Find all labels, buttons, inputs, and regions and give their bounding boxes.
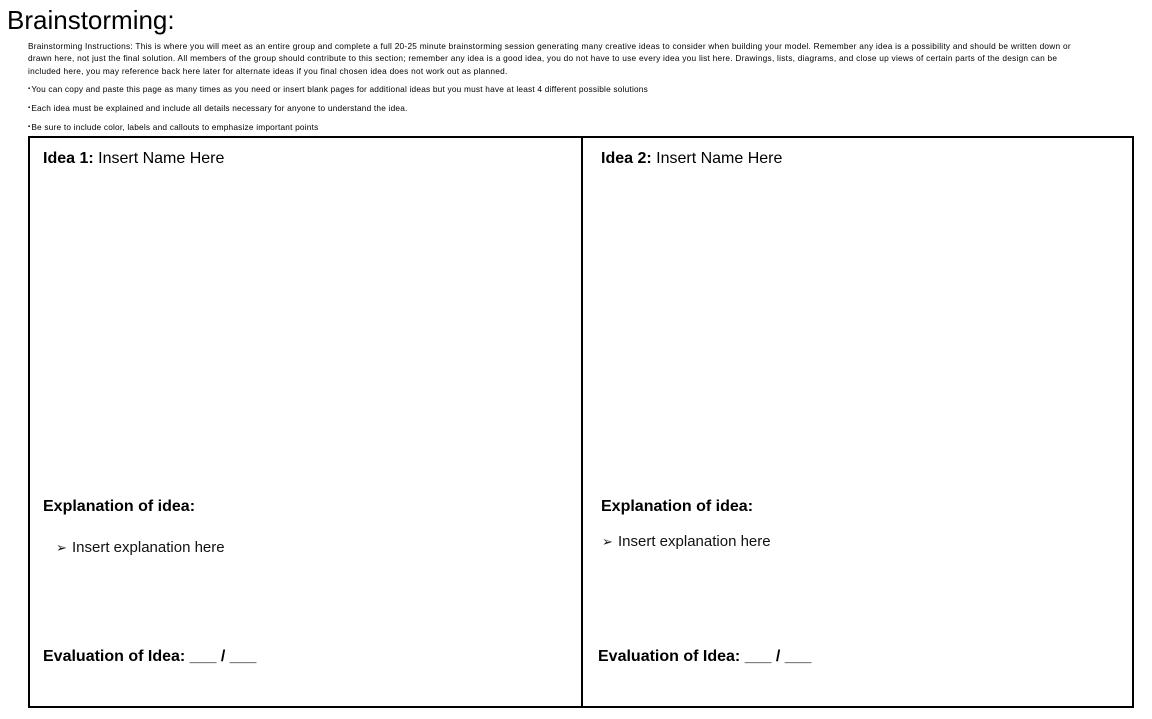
bullet-icon: ▪ xyxy=(28,105,31,111)
idea-2-explanation-item[interactable] xyxy=(602,533,771,551)
idea-2-explanation-text[interactable]: Insert explanation here xyxy=(618,533,771,550)
bullet-text: You can copy and paste this page as many times as you need or insert blank pages for additional ideas but you must have at least 4 different possible solutions xyxy=(31,84,648,94)
arrow-bullet-icon: ➢ xyxy=(602,534,613,549)
idea-1-explanation-text[interactable]: Insert explanation here xyxy=(72,539,225,556)
page-title: Brainstorming: xyxy=(7,5,175,35)
bullet-item xyxy=(28,122,318,133)
ideas-table xyxy=(28,136,1134,708)
bullet-icon: ▪ xyxy=(28,86,31,92)
idea-2-title[interactable] xyxy=(601,149,782,169)
bullet-item xyxy=(28,84,648,95)
idea-1-explanation-label: Explanation of idea: xyxy=(43,498,196,515)
idea-2-evaluation[interactable]: Evaluation of Idea: ___ / ___ xyxy=(598,648,812,665)
bullet-text: Be sure to include color, labels and callouts to emphasize important points xyxy=(31,122,319,132)
idea-2-name[interactable]: Insert Name Here xyxy=(656,150,783,167)
bullet-item xyxy=(28,103,408,114)
idea-2-explanation-label: Explanation of idea: xyxy=(601,498,754,515)
idea-2-label: Idea 2: xyxy=(601,150,652,167)
bullet-icon: ▪ xyxy=(28,124,31,130)
instructions-text: Brainstorming Instructions: This is where you will meet as an entire group and complete a full 20-25 minute brainstorming session generating many creative ideas to consider when building your model. Remember any idea is a possibility and should be written down or drawn here, not just the final solution. All members of the group should contribute to this section; remember any idea is a good idea, you do not have to use every idea you list here. Drawings, lists, diagrams, and close up views of certain parts of the design can be included here, you may reference back here later for alternate ideas if you final chosen idea does not work out as planned. xyxy=(28,41,1071,76)
bullet-text: Each idea must be explained and include all details necessary for anyone to understand the idea. xyxy=(31,103,408,113)
idea-1-title[interactable] xyxy=(43,149,224,169)
idea-1-name[interactable]: Insert Name Here xyxy=(98,150,225,167)
column-divider xyxy=(581,138,583,706)
idea-1-label: Idea 1: xyxy=(43,150,94,167)
arrow-bullet-icon: ➢ xyxy=(56,540,67,555)
idea-1-explanation-item[interactable] xyxy=(56,539,225,557)
idea-1-evaluation[interactable]: Evaluation of Idea: ___ / ___ xyxy=(43,648,257,665)
